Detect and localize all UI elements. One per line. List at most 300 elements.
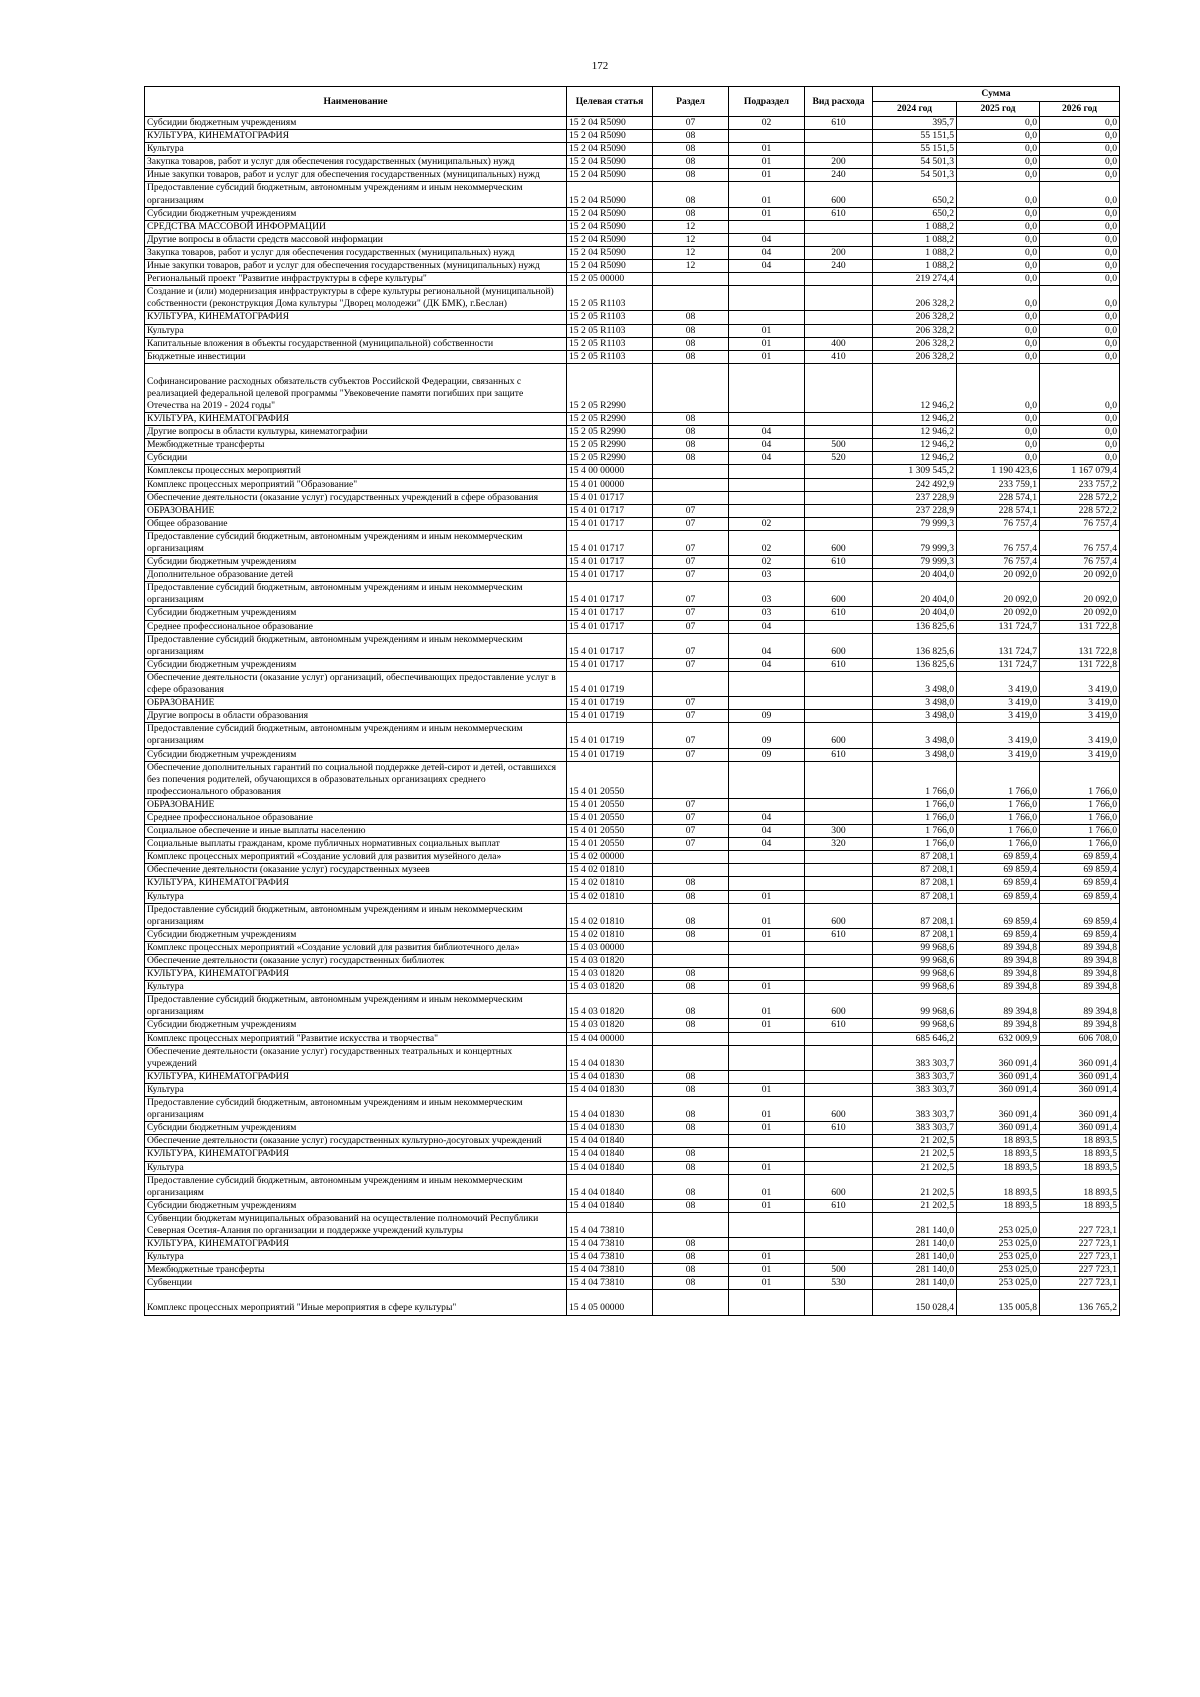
row-sum-2025: 89 394,8 xyxy=(957,941,1040,954)
row-sum-2025: 0,0 xyxy=(957,413,1040,426)
row-target-article: 15 2 04 R5090 xyxy=(567,182,653,207)
row-section xyxy=(653,465,729,478)
row-sum-2024: 87 208,1 xyxy=(873,864,957,877)
row-expense-type xyxy=(805,478,873,491)
row-expense-type: 600 xyxy=(805,1174,873,1199)
row-sum-2025: 69 859,4 xyxy=(957,864,1040,877)
row-sum-2026: 233 757,2 xyxy=(1040,478,1120,491)
row-expense-type: 600 xyxy=(805,1097,873,1122)
row-sum-2024: 79 999,3 xyxy=(873,530,957,555)
row-sum-2026: 69 859,4 xyxy=(1040,877,1120,890)
row-sum-2024: 99 968,6 xyxy=(873,994,957,1019)
row-subsection: 02 xyxy=(729,530,805,555)
row-sum-2024: 219 274,4 xyxy=(873,273,957,286)
row-sum-2026: 360 091,4 xyxy=(1040,1083,1120,1096)
row-sum-2025: 76 757,4 xyxy=(957,517,1040,530)
row-section: 08 xyxy=(653,903,729,928)
header-name: Наименование xyxy=(145,87,567,117)
row-sum-2026: 20 092,0 xyxy=(1040,607,1120,620)
row-expense-type xyxy=(805,233,873,246)
row-subsection: 01 xyxy=(729,1251,805,1264)
table-row xyxy=(145,156,1120,169)
row-sum-2024: 21 202,5 xyxy=(873,1148,957,1161)
row-sum-2024: 395,7 xyxy=(873,117,957,130)
header-subsection: Подраздел xyxy=(729,87,805,117)
row-name: Обеспечение деятельности (оказание услуг) государственных библиотек xyxy=(145,955,567,968)
row-target-article: 15 4 03 01820 xyxy=(567,955,653,968)
row-name: Предоставление субсидий бюджетным, автономным учреждениям и иным некоммерческим организациям xyxy=(145,994,567,1019)
row-name: Другие вопросы в области средств массовой информации xyxy=(145,233,567,246)
row-sum-2025: 360 091,4 xyxy=(957,1122,1040,1135)
row-target-article: 15 4 01 01717 xyxy=(567,504,653,517)
row-sum-2026: 1 766,0 xyxy=(1040,761,1120,798)
row-sum-2024: 99 968,6 xyxy=(873,968,957,981)
row-target-article: 15 4 03 01820 xyxy=(567,1019,653,1032)
row-sum-2024: 12 946,2 xyxy=(873,452,957,465)
row-sum-2025: 69 859,4 xyxy=(957,928,1040,941)
row-target-article: 15 4 04 01840 xyxy=(567,1161,653,1174)
row-name: Культура xyxy=(145,1161,567,1174)
row-section: 12 xyxy=(653,246,729,259)
table-row xyxy=(145,928,1120,941)
row-section xyxy=(653,273,729,286)
row-expense-type xyxy=(805,761,873,798)
row-sum-2025: 89 394,8 xyxy=(957,968,1040,981)
row-name: Субсидии бюджетным учреждениям xyxy=(145,207,567,220)
row-subsection xyxy=(729,491,805,504)
row-section: 08 xyxy=(653,1019,729,1032)
row-subsection: 09 xyxy=(729,748,805,761)
row-subsection: 04 xyxy=(729,633,805,658)
row-sum-2026: 89 394,8 xyxy=(1040,941,1120,954)
row-section: 07 xyxy=(653,569,729,582)
row-subsection: 04 xyxy=(729,246,805,259)
row-sum-2026: 89 394,8 xyxy=(1040,994,1120,1019)
row-sum-2025: 3 419,0 xyxy=(957,671,1040,696)
row-target-article: 15 4 04 01840 xyxy=(567,1148,653,1161)
row-name: Закупка товаров, работ и услуг для обеспечения государственных (муниципальных) нужд xyxy=(145,246,567,259)
row-subsection xyxy=(729,697,805,710)
row-target-article: 15 4 01 20550 xyxy=(567,838,653,851)
row-sum-2024: 383 303,7 xyxy=(873,1083,957,1096)
row-expense-type xyxy=(805,697,873,710)
row-expense-type: 240 xyxy=(805,260,873,273)
row-expense-type: 600 xyxy=(805,723,873,748)
row-sum-2025: 632 009,9 xyxy=(957,1032,1040,1045)
row-expense-type xyxy=(805,1045,873,1070)
row-sum-2025: 69 859,4 xyxy=(957,890,1040,903)
row-target-article: 15 2 04 R5090 xyxy=(567,117,653,130)
table-row xyxy=(145,143,1120,156)
header-target-article: Целевая статья xyxy=(567,87,653,117)
row-sum-2026: 69 859,4 xyxy=(1040,903,1120,928)
row-target-article: 15 4 02 01810 xyxy=(567,890,653,903)
table-row xyxy=(145,1070,1120,1083)
row-sum-2024: 21 202,5 xyxy=(873,1199,957,1212)
row-subsection: 01 xyxy=(729,207,805,220)
row-expense-type: 530 xyxy=(805,1277,873,1290)
row-subsection: 04 xyxy=(729,260,805,273)
row-expense-type: 400 xyxy=(805,337,873,350)
row-name: Субсидии бюджетным учреждениям xyxy=(145,748,567,761)
row-subsection: 01 xyxy=(729,994,805,1019)
row-section: 08 xyxy=(653,337,729,350)
row-target-article: 15 4 04 01840 xyxy=(567,1174,653,1199)
row-sum-2025: 360 091,4 xyxy=(957,1083,1040,1096)
row-target-article: 15 2 05 R2990 xyxy=(567,363,653,412)
row-sum-2024: 281 140,0 xyxy=(873,1238,957,1251)
row-sum-2024: 281 140,0 xyxy=(873,1251,957,1264)
row-target-article: 15 2 04 R5090 xyxy=(567,220,653,233)
row-subsection xyxy=(729,478,805,491)
table-row xyxy=(145,337,1120,350)
row-name: Предоставление субсидий бюджетным, автономным учреждениям и иным некоммерческим организациям xyxy=(145,1174,567,1199)
row-sum-2024: 99 968,6 xyxy=(873,941,957,954)
table-row xyxy=(145,246,1120,259)
row-sum-2026: 20 092,0 xyxy=(1040,582,1120,607)
row-subsection: 01 xyxy=(729,1264,805,1277)
row-expense-type xyxy=(805,981,873,994)
row-section: 08 xyxy=(653,1264,729,1277)
row-sum-2024: 1 088,2 xyxy=(873,220,957,233)
table-row xyxy=(145,723,1120,748)
row-expense-type xyxy=(805,413,873,426)
table-row xyxy=(145,1097,1120,1122)
row-expense-type xyxy=(805,1251,873,1264)
table-row xyxy=(145,1148,1120,1161)
row-expense-type xyxy=(805,311,873,324)
row-target-article: 15 4 01 01717 xyxy=(567,556,653,569)
table-row xyxy=(145,517,1120,530)
table-row xyxy=(145,207,1120,220)
row-section xyxy=(653,478,729,491)
row-section: 07 xyxy=(653,582,729,607)
row-target-article: 15 2 05 R1103 xyxy=(567,311,653,324)
row-sum-2026: 69 859,4 xyxy=(1040,851,1120,864)
row-sum-2025: 0,0 xyxy=(957,350,1040,363)
row-sum-2025: 253 025,0 xyxy=(957,1277,1040,1290)
row-sum-2026: 0,0 xyxy=(1040,260,1120,273)
row-expense-type: 610 xyxy=(805,607,873,620)
row-subsection: 04 xyxy=(729,811,805,824)
row-section: 07 xyxy=(653,798,729,811)
row-name: Создание и (или) модернизация инфраструктуры в сфере культуры региональной (муниципальной) собственности (реконструкция Дома культуры "Дворец молодежи" (ДК БМК), г.Беслан) xyxy=(145,286,567,311)
row-sum-2026: 76 757,4 xyxy=(1040,530,1120,555)
row-sum-2025: 3 419,0 xyxy=(957,697,1040,710)
budget-table xyxy=(144,86,1120,1316)
row-section: 08 xyxy=(653,156,729,169)
row-subsection: 02 xyxy=(729,556,805,569)
row-name: Субсидии бюджетным учреждениям xyxy=(145,1019,567,1032)
row-sum-2025: 18 893,5 xyxy=(957,1174,1040,1199)
row-section: 08 xyxy=(653,1251,729,1264)
row-sum-2025: 20 092,0 xyxy=(957,569,1040,582)
row-target-article: 15 4 01 01717 xyxy=(567,491,653,504)
row-sum-2026: 0,0 xyxy=(1040,117,1120,130)
row-sum-2026: 131 722,8 xyxy=(1040,620,1120,633)
row-sum-2025: 0,0 xyxy=(957,452,1040,465)
table-row xyxy=(145,1045,1120,1070)
row-expense-type xyxy=(805,465,873,478)
row-sum-2024: 136 825,6 xyxy=(873,633,957,658)
row-section: 08 xyxy=(653,1070,729,1083)
table-row xyxy=(145,671,1120,696)
row-sum-2026: 89 394,8 xyxy=(1040,968,1120,981)
row-sum-2026: 0,0 xyxy=(1040,169,1120,182)
row-section: 07 xyxy=(653,117,729,130)
row-expense-type xyxy=(805,864,873,877)
table-row xyxy=(145,981,1120,994)
row-name: Предоставление субсидий бюджетным, автономным учреждениям и иным некоммерческим организациям xyxy=(145,582,567,607)
row-name: Субсидии xyxy=(145,452,567,465)
row-subsection: 04 xyxy=(729,838,805,851)
row-sum-2024: 21 202,5 xyxy=(873,1174,957,1199)
row-expense-type xyxy=(805,517,873,530)
row-subsection: 01 xyxy=(729,156,805,169)
row-sum-2026: 0,0 xyxy=(1040,246,1120,259)
row-section: 08 xyxy=(653,890,729,903)
row-sum-2025: 360 091,4 xyxy=(957,1045,1040,1070)
row-sum-2024: 79 999,3 xyxy=(873,556,957,569)
row-sum-2024: 3 498,0 xyxy=(873,697,957,710)
row-name: Субсидии бюджетным учреждениям xyxy=(145,1199,567,1212)
table-row xyxy=(145,452,1120,465)
row-sum-2024: 99 968,6 xyxy=(873,955,957,968)
row-sum-2024: 237 228,9 xyxy=(873,491,957,504)
header-year-2026: 2026 год xyxy=(1040,102,1120,117)
table-row xyxy=(145,607,1120,620)
row-expense-type: 610 xyxy=(805,207,873,220)
row-name: Бюджетные инвестиции xyxy=(145,350,567,363)
table-row xyxy=(145,941,1120,954)
row-subsection xyxy=(729,798,805,811)
row-sum-2025: 0,0 xyxy=(957,169,1040,182)
table-row xyxy=(145,182,1120,207)
row-sum-2025: 0,0 xyxy=(957,246,1040,259)
row-sum-2026: 360 091,4 xyxy=(1040,1097,1120,1122)
row-sum-2024: 20 404,0 xyxy=(873,607,957,620)
row-sum-2026: 0,0 xyxy=(1040,439,1120,452)
row-name: Дополнительное образование детей xyxy=(145,569,567,582)
row-target-article: 15 4 04 01840 xyxy=(567,1135,653,1148)
table-row xyxy=(145,903,1120,928)
row-subsection: 01 xyxy=(729,928,805,941)
row-target-article: 15 4 01 01717 xyxy=(567,658,653,671)
row-expense-type xyxy=(805,569,873,582)
row-expense-type xyxy=(805,1032,873,1045)
row-subsection xyxy=(729,877,805,890)
row-sum-2025: 3 419,0 xyxy=(957,748,1040,761)
row-target-article: 15 4 04 73810 xyxy=(567,1264,653,1277)
row-subsection xyxy=(729,851,805,864)
table-row xyxy=(145,1161,1120,1174)
table-row xyxy=(145,413,1120,426)
row-name: Комплексы процессных мероприятий xyxy=(145,465,567,478)
row-sum-2026: 0,0 xyxy=(1040,452,1120,465)
row-expense-type: 200 xyxy=(805,246,873,259)
row-target-article: 15 4 02 01810 xyxy=(567,928,653,941)
row-sum-2026: 0,0 xyxy=(1040,426,1120,439)
table-row xyxy=(145,1019,1120,1032)
row-name: Субсидии бюджетным учреждениям xyxy=(145,607,567,620)
row-section: 07 xyxy=(653,556,729,569)
row-sum-2024: 136 825,6 xyxy=(873,658,957,671)
row-sum-2024: 12 946,2 xyxy=(873,413,957,426)
table-row xyxy=(145,851,1120,864)
row-name: Предоставление субсидий бюджетным, автономным учреждениям и иным некоммерческим организациям xyxy=(145,903,567,928)
row-subsection: 01 xyxy=(729,169,805,182)
row-expense-type: 610 xyxy=(805,556,873,569)
row-sum-2025: 0,0 xyxy=(957,207,1040,220)
table-row xyxy=(145,273,1120,286)
row-expense-type xyxy=(805,286,873,311)
row-target-article: 15 2 04 R5090 xyxy=(567,169,653,182)
table-row xyxy=(145,1238,1120,1251)
row-sum-2025: 0,0 xyxy=(957,233,1040,246)
row-sum-2024: 206 328,2 xyxy=(873,324,957,337)
row-target-article: 15 2 04 R5090 xyxy=(567,207,653,220)
row-target-article: 15 4 04 00000 xyxy=(567,1032,653,1045)
row-subsection: 09 xyxy=(729,723,805,748)
row-section: 07 xyxy=(653,517,729,530)
row-section xyxy=(653,955,729,968)
table-row xyxy=(145,556,1120,569)
row-target-article: 15 4 03 01820 xyxy=(567,981,653,994)
row-expense-type: 610 xyxy=(805,1019,873,1032)
row-sum-2025: 0,0 xyxy=(957,337,1040,350)
row-section xyxy=(653,1045,729,1070)
row-target-article: 15 2 04 R5090 xyxy=(567,246,653,259)
row-sum-2024: 1 766,0 xyxy=(873,798,957,811)
row-target-article: 15 4 01 01719 xyxy=(567,748,653,761)
row-expense-type xyxy=(805,811,873,824)
table-row xyxy=(145,1290,1120,1315)
row-subsection xyxy=(729,1212,805,1237)
table-row xyxy=(145,697,1120,710)
row-sum-2024: 99 968,6 xyxy=(873,1019,957,1032)
row-expense-type xyxy=(805,143,873,156)
row-section xyxy=(653,1135,729,1148)
row-sum-2026: 0,0 xyxy=(1040,363,1120,412)
row-sum-2026: 18 893,5 xyxy=(1040,1199,1120,1212)
table-row xyxy=(145,569,1120,582)
row-expense-type xyxy=(805,620,873,633)
row-sum-2024: 99 968,6 xyxy=(873,981,957,994)
row-target-article: 15 4 00 00000 xyxy=(567,465,653,478)
row-sum-2024: 136 825,6 xyxy=(873,620,957,633)
row-target-article: 15 4 01 20550 xyxy=(567,761,653,798)
table-row xyxy=(145,955,1120,968)
row-target-article: 15 4 01 20550 xyxy=(567,798,653,811)
row-subsection: 04 xyxy=(729,426,805,439)
row-target-article: 15 4 03 00000 xyxy=(567,941,653,954)
row-expense-type xyxy=(805,273,873,286)
table-row xyxy=(145,1277,1120,1290)
row-subsection: 03 xyxy=(729,607,805,620)
row-name: Социальное обеспечение и иные выплаты населению xyxy=(145,825,567,838)
row-sum-2026: 3 419,0 xyxy=(1040,710,1120,723)
table-row xyxy=(145,260,1120,273)
row-subsection xyxy=(729,363,805,412)
row-sum-2026: 0,0 xyxy=(1040,233,1120,246)
row-subsection xyxy=(729,311,805,324)
row-sum-2024: 242 492,9 xyxy=(873,478,957,491)
row-expense-type xyxy=(805,363,873,412)
row-sum-2025: 1 766,0 xyxy=(957,798,1040,811)
row-sum-2025: 233 759,1 xyxy=(957,478,1040,491)
row-sum-2026: 360 091,4 xyxy=(1040,1122,1120,1135)
row-name: Другие вопросы в области образования xyxy=(145,710,567,723)
table-row xyxy=(145,1032,1120,1045)
row-subsection: 04 xyxy=(729,452,805,465)
row-sum-2025: 253 025,0 xyxy=(957,1212,1040,1237)
row-sum-2026: 227 723,1 xyxy=(1040,1212,1120,1237)
row-section: 08 xyxy=(653,928,729,941)
row-sum-2024: 281 140,0 xyxy=(873,1277,957,1290)
row-name: КУЛЬТУРА, КИНЕМАТОГРАФИЯ xyxy=(145,1148,567,1161)
row-sum-2025: 18 893,5 xyxy=(957,1135,1040,1148)
row-section: 12 xyxy=(653,220,729,233)
row-name: Другие вопросы в области культуры, кинематографии xyxy=(145,426,567,439)
row-sum-2026: 69 859,4 xyxy=(1040,928,1120,941)
row-sum-2024: 650,2 xyxy=(873,182,957,207)
row-expense-type xyxy=(805,504,873,517)
row-expense-type: 520 xyxy=(805,452,873,465)
row-subsection: 01 xyxy=(729,981,805,994)
table-row xyxy=(145,761,1120,798)
row-name: Культура xyxy=(145,981,567,994)
row-sum-2025: 228 574,1 xyxy=(957,504,1040,517)
row-expense-type: 600 xyxy=(805,633,873,658)
row-sum-2024: 12 946,2 xyxy=(873,363,957,412)
row-section: 08 xyxy=(653,1238,729,1251)
row-sum-2024: 685 646,2 xyxy=(873,1032,957,1045)
row-sum-2024: 1 766,0 xyxy=(873,825,957,838)
row-sum-2026: 0,0 xyxy=(1040,182,1120,207)
row-target-article: 15 4 01 01717 xyxy=(567,620,653,633)
row-section xyxy=(653,1290,729,1315)
row-expense-type xyxy=(805,710,873,723)
row-subsection xyxy=(729,130,805,143)
row-sum-2024: 87 208,1 xyxy=(873,851,957,864)
table-row xyxy=(145,968,1120,981)
row-section: 08 xyxy=(653,130,729,143)
row-sum-2026: 0,0 xyxy=(1040,413,1120,426)
row-sum-2026: 76 757,4 xyxy=(1040,556,1120,569)
row-target-article: 15 4 01 01719 xyxy=(567,671,653,696)
row-name: Общее образование xyxy=(145,517,567,530)
row-subsection: 01 xyxy=(729,1019,805,1032)
row-sum-2025: 131 724,7 xyxy=(957,658,1040,671)
row-name: Межбюджетные трансферты xyxy=(145,439,567,452)
row-sum-2025: 76 757,4 xyxy=(957,556,1040,569)
row-sum-2024: 3 498,0 xyxy=(873,710,957,723)
row-sum-2025: 1 766,0 xyxy=(957,811,1040,824)
row-subsection xyxy=(729,413,805,426)
row-sum-2026: 1 167 079,4 xyxy=(1040,465,1120,478)
row-section: 07 xyxy=(653,811,729,824)
row-expense-type: 410 xyxy=(805,350,873,363)
row-section xyxy=(653,864,729,877)
row-subsection: 01 xyxy=(729,1277,805,1290)
row-sum-2025: 76 757,4 xyxy=(957,530,1040,555)
row-sum-2025: 360 091,4 xyxy=(957,1097,1040,1122)
row-expense-type: 610 xyxy=(805,928,873,941)
row-target-article: 15 4 04 01830 xyxy=(567,1122,653,1135)
row-section xyxy=(653,1032,729,1045)
row-subsection: 01 xyxy=(729,1199,805,1212)
row-name: СРЕДСТВА МАССОВОЙ ИНФОРМАЦИИ xyxy=(145,220,567,233)
